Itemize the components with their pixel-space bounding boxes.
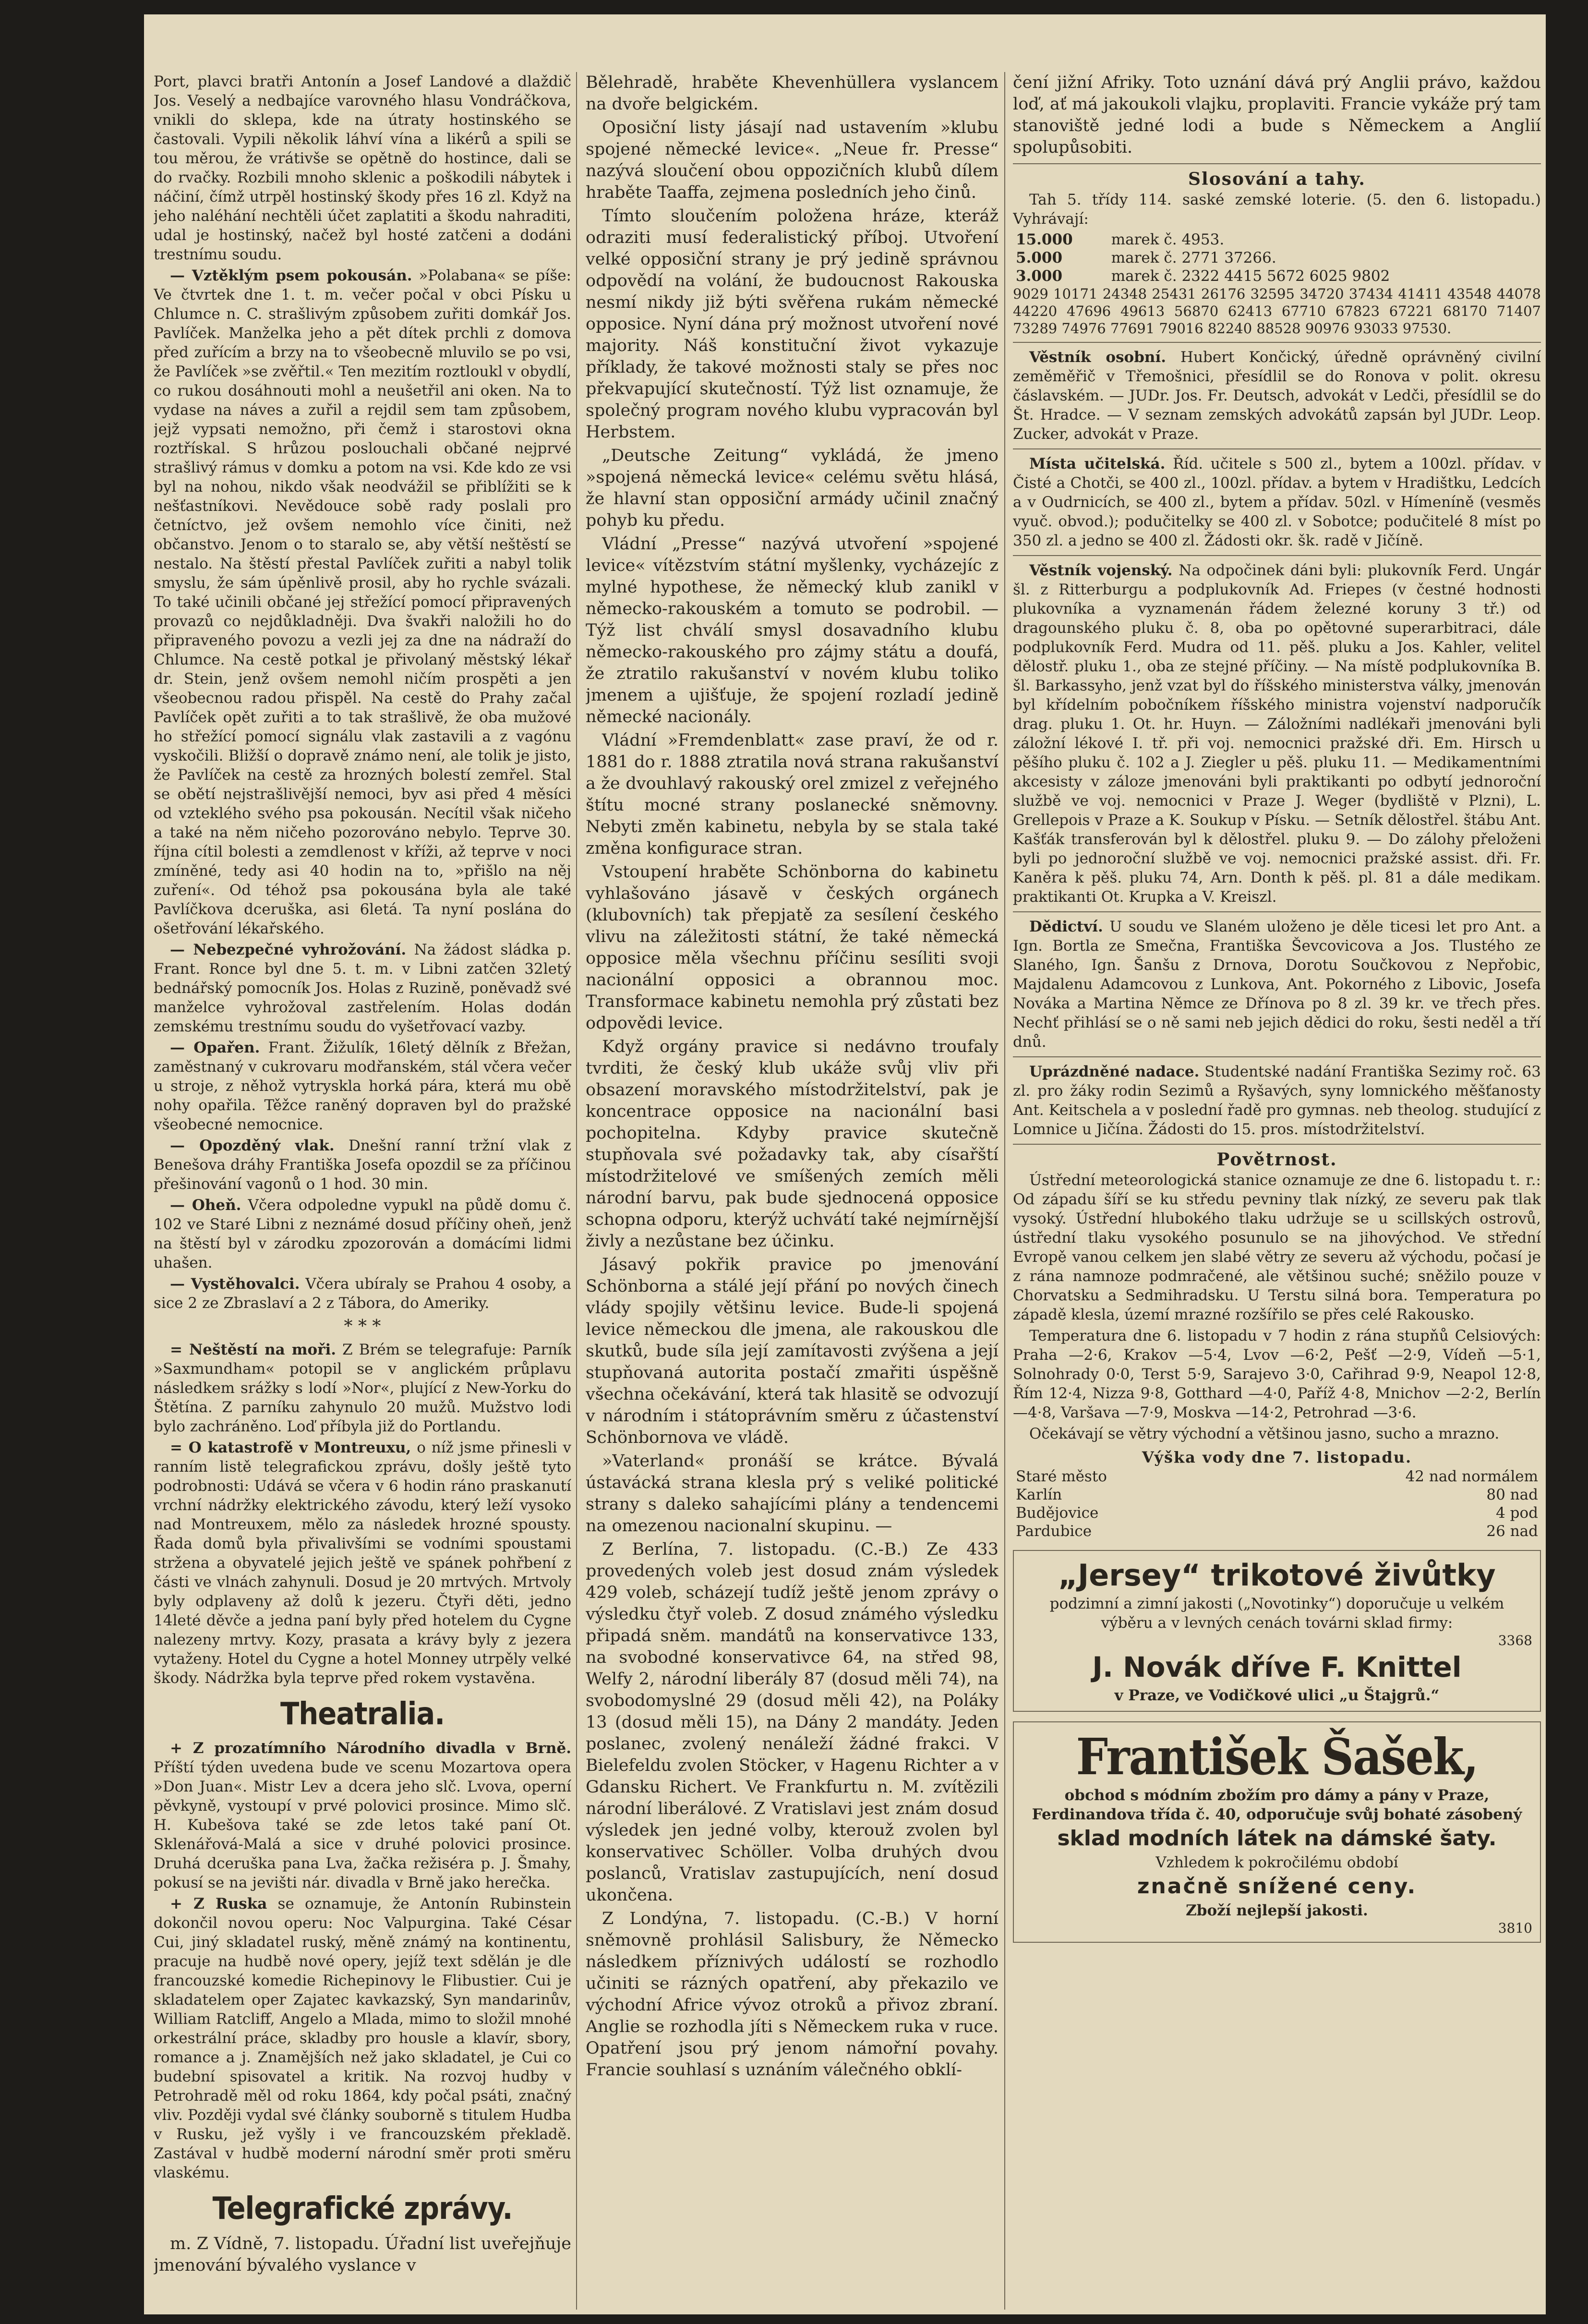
- notice-personal: [1013, 348, 1541, 444]
- article-text: Vládní „Presse“ nazývá utvoření »spojené levice« vítězstvím státní myšlenky, vycházejíc z mylné hypothese, že německý klub zanikl v německo-rakouském a tomuto se podrobil. — Týž list chválí smysl dosavadního klubu německo-rakouského pro zájmy státu a doufá, že ztratilo rakušanství v novém klubu toliko jmenem a ujišťuje, že spojení rozladí jedině německé nacionály.: [586, 534, 999, 726]
- notice-military: [1013, 561, 1541, 907]
- article-heading: + Z prozatímního Národního divadla v Brně.: [170, 1740, 571, 1757]
- water-table: [1013, 1467, 1541, 1540]
- article-russia: [154, 1894, 571, 2182]
- prize-numbers: marek č. 4953.: [1111, 231, 1225, 248]
- article-heading: = Neštěstí na moři.: [170, 1341, 337, 1358]
- divider: [1013, 911, 1541, 912]
- article-heading: — Vztěklým psem pokousán.: [170, 267, 412, 284]
- notice-text: Na odpočinek dáni byli: plukovník Ferd. Ungár šl. z Ritterburgu a podplukovník Ad. Friepes (v čestné hodnosti plukovníka a vyznamenán řádem železné koruny 3 tř.) od dragounského pluku č. 8, oba po opětovné superarbitraci, dále podplukovník Ferd. Mudra od 11. pěš. pluku a Jos. Kahler, velitel dělostř. pluku 1., oba ze stejné příčiny. — Na místě podplukovníka B. šl. Barkassyho, jenž vzat byl do říšského ministerstva války, jmenován byl křídelním pobočníkem říšského ministra vojenství nadporučík drag. pluku 1. Ot. hr. Huyn. — Záložními nadlékaři jmenováni byli záložní lékové I. tř. při voj. nemocnici pražské dři. Em. Hirsch u pěšího pluku č. 102 a J. Ziegler u pěš. pluku 11. — Medikamentními akcesisty v záloze jmenováni byli praktikanti po odbytí jednoroční službě ve voj. nemocnici v Praze J. Weger (bydliště v Plzni), L. Grellepois v Praze a K. Soukup v Písku. — Setník dělostřel. štábu Ant. Kašťák transferován byl k dělostřel. pluku 9. — Do zálohy přeloženi byli po jednoroční službě ve voj. nemocnici pražské assist. dři. Fr. Kaněra k pěš. pluku 74, Arn. Donth k pěš. pl. 81 a dále medikam. praktikanti Ot. Krupka a V. Kreiszl.: [1013, 562, 1541, 906]
- prize-numbers: marek č. 2771 37266.: [1111, 249, 1276, 266]
- article-fire: [154, 1196, 571, 1272]
- article-text: »Polabana« se píše: Ve čtvrtek dne 1. t. m. večer počal v obci Písku u Chlumce n. C. strašlivým způsobem zuřiti domkář Jos. Pavlíček. Manželka jeho a pět dítek prchli z domova před zuřícím a brzy na to všeobecně mluvilo se po vsi, že Pavlíček »se zvěřtil.« Ten mezitím roztloukl v obydlí, co rukou dosáhnouti mohl a neušetřil ani oken. Na to vydase na náves a zuřil a rejdil sem tam způsobem, jejž vypsati nemožno, při čemž i starostovi okna roztřískal. S hrůzou poslouchali občané nejprvé strašlivý rámus v domku a potom na vsi. Kde kdo ze vsi byl na nohou, nikdo však neodvážil se přiblížiti se k nešťastníkovi. Nevědouce sobě rady poslali pro četníctvo, jež ovšem nemohlo více činiti, než občanstvo. Jenom o to staralo se, aby větší neštěstí se nestalo. Na štěstí přestal Pavlíček zuřiti a nabyl tolik smyslu, že sám úpěnlivě prosil, aby ho rychle svázali. To také učinili občané jej střežící pomocí připravených provazů co nejdůkladněji. Dva švakři naložili ho do připraveného povozu a vezli jej za dne na nádraží do Chlumce. Na cestě potkal je přivolaný městský lékař dr. Stein, jenž ovšem nemohl ničím prospěti a jen všeobecnou radou přispěl. Na cestě do Prahy začal Pavlíček opět zuřiti a to tak strašlivě, že oba mužové ho střežící pomocí signálu vlak zastavili a z vagónu vyskočili. Bližší o dopravě známo není, ale tolik je jisto, že Pavlíček na cestě za hrozných bolestí zemřel. Stal se obětí nejstrašlivější nemoci, byv asi před 4 měsíci od vzteklého svého psa pokousán. Necítil však ničeho a také na něm ničeho pozorováno nebylo. Teprve 30. října cítil bolesti a zemdlenost v kříži, až teprve v noci zmíněné, tedy asi 40 hodin na to, »přišlo na něj zuření«. Od téhož psa pokousána byla ale také Pavlíčkova dceruška, asi 6letá. Ta nyní poslána do ošetřování lékařského.: [154, 267, 571, 937]
- ad-company-name: J. Novák dříve F. Knittel: [1092, 1651, 1462, 1683]
- article-brno-theatre: [154, 1739, 571, 1892]
- article-scald: [154, 1038, 571, 1134]
- column-3: [1013, 72, 1541, 1952]
- newspaper-page: [144, 14, 1546, 2314]
- table-row: [1013, 1522, 1541, 1540]
- article-vienna: m. Z Vídně, 7. listopadu. Úřadní list uveřejňuje jmenování bývalého vyslance v: [154, 2234, 571, 2275]
- article-text: Bělehradě, hraběte Khevenhüllera vyslancem na dvoře belgickém.: [586, 73, 999, 114]
- ad-text: Zboží nejlepší jakosti.: [1186, 1902, 1368, 1919]
- article-threat: [154, 940, 571, 1036]
- lottery-numbers: 9029 10171 24348 25431 26176 32595 34720 37434 41411 43548 44078 44220 47696 49613 56870 62413 67710 67823 67221 68170 71407 73289 74976 77691 79016 82240 88528 90976 93033 97530.: [1013, 286, 1541, 337]
- article-text: čení jižní Afriky. Toto uznání dává prý Anglii právo, každou loď, ať má jakoukoli vlajku, proplaviti. Francie vykáže prý tam stanoviště jedné lodi a bude s Německem a Anglií spolupůsobiti.: [1013, 73, 1541, 157]
- article-heading: + Z Ruska: [170, 1895, 267, 1912]
- divider: [1013, 448, 1541, 449]
- water-station: Pardubice: [1016, 1523, 1092, 1540]
- article-heading: = O katastrofě v Montreuxu,: [170, 1439, 411, 1456]
- notice-text: Hubert Končický, úředně oprávněný civilní zeměměřič v Třemošnici, přesídlil se do Ronova v polit. okresu čáslavském. — JUDr. Jos. Fr. Deutsch, advokát v Ledči, přesídlil se do Št. Hradce. — V seznam zemských advokátů zapsán byl JUDr. Leop. Zucker, advokát v Praze.: [1013, 349, 1541, 443]
- article-text: Vstoupení hraběte Schönborna do kabinetu vyhlašováno jásavě v českých orgánech (klubovních) tak přepjatě za sesílení českého vlivu na záležitosti státní, že také německá opposice měla všechnu příčinu sesíliti svoji nacionální opposici a obrannou moc. Transformace kabinetu nemohla prý zůstati bez odpovědi levice.: [586, 862, 999, 1033]
- divider: [1013, 342, 1541, 343]
- prize-amount: 5.000: [1016, 249, 1063, 266]
- water-level: 42 nad normálem: [1405, 1468, 1538, 1485]
- water-station: Karlín: [1016, 1486, 1062, 1503]
- notice-text: U soudu ve Slaném uloženo je děle ticesi let pro Ant. a Ign. Bortla ze Smečna, Františka Ševcovicova a Jos. Tlustého ze Slaného, Ign. Šanšu z Drnova, Dorotu Součkovou z Nepřobic, Majdalenu Adamcovou z Lunkova, Ant. Pokorného z Libovic, Josefa Nováka a Martina Němce ze Dřínova po 8 zl. 39 kr. ve třech přes. Nechť přihlásí se o ně sami neb jejich dědici do roku, šesti neděl a tří dnů.: [1013, 918, 1541, 1051]
- notice-text: Říd. učitele s 500 zl., bytem a 100zl. přídav. v Čisté a Chotči, se 400 zl., 100zl. přídav. a bytem v Hradištku, Ledcích a v Oudrnicích, se 400 zl., bytem a přídav. 50zl. v Hímeníně (vesměs vyuč. obvod.); podučitelky se 400 zl. v Sobotce; podučitelé 8 míst po 350 zl. a jedno se 400 zl. Žádosti okr. šk. radě v Jičíně.: [1013, 455, 1541, 549]
- ad-headline: značně snížené ceny.: [1137, 1874, 1417, 1899]
- article-text: Jásavý pokřik pravice po jmenování Schönborna a stálé její přání po nových činech vlády spojily většinu levice. Bude-li spojená levice německou dle jmena, ale rakouskou dle skutků, bude síla její zamítavosti zvýšena a její stupňovaná autorita postačí zmařiti úspěšně všechna očekávání, která tak hlasitě se odvozují v národním i státoprávním směru z účastenství Schönbornova ve vládě.: [586, 1255, 999, 1447]
- article-rabies: [154, 266, 571, 938]
- section-title-theatralia: Theatralia.: [280, 1696, 445, 1732]
- divider: [1013, 1144, 1541, 1145]
- notice-heading: Místa učitelská.: [1029, 455, 1166, 472]
- lottery-table: [1013, 230, 1541, 285]
- column-2: [586, 72, 999, 2083]
- table-row: [1013, 1504, 1541, 1522]
- article-text: Z Brém se telegrafuje: Parník »Saxmundham« potopil se v anglickém průplavu následkem srážky s lodí »Nor«, plující z New-Yorku do Štětína. Z parníku zahynulo 20 mužů. Mužstvo lodi bylo zachráněno. Loď příbyla již do Portlandu.: [154, 1341, 571, 1435]
- article-text: „Deutsche Zeitung“ vykládá, že jmeno »spojená německá levice« celému světu hlásá, že hlavní stan opposiční armády učinil značný pohyb ku předu.: [586, 446, 999, 530]
- article-sea: [154, 1340, 571, 1436]
- article-text: Tímto sloučením položena hráze, kteráž odraziti musí federalistický příboj. Utvoření velké opposiční strany je prý jedině správnou odpovědí na volání, že budoucnost Rakouska nesmí nikdy již býti svěřena rukám německé opposice. Nyní dána prý možnost utvoření nové majority. Náš konstituční život vykazuje příklady, že takové možnosti staly se přes noc překvapující skutečností. Týž list oznamuje, že společný program nového klubu vypracován byl Herbstem.: [586, 206, 999, 442]
- article-text: o níž jsme přinesli v ranním listě telegrafickou zprávu, došly ještě tyto podrobnosti: Udává se včera v 6 hodin ráno praskanutí vrchní nádržky elektrického závodu, který leží vysoko nad Montreuxem, mělo za následek hrozné spousty. Řada domů byla přivalivšími se vodními spoustami stržena a obyvatelé jejich ještě ve spánek pohřbení z části ve vlnách zahynuli. Dosud je 20 mrtvých. Mrtvoly byly odplaveny až dolů k jezeru. Čtyři děti, jedno 14leté děvče a jedna paní byly před hotelem du Cygne nalezeny mrtvy. Kozy, prasata a krávy byly z jezera vytaženy. Hotel du Cygne a hotel Monney utrpěly velké škody. Nádržka byla teprve před rokem vystavěna.: [154, 1439, 571, 1687]
- advertisement-jersey: [1013, 1550, 1541, 1712]
- article-text: Frant. Žižulík, 16letý dělník z Břežan, zaměstnaný v cukrovaru modřanském, stál včera večer u stroje, z něhož vytryskla horká pára, která mu obě nohy opařila. Těžce raněný dopraven byl do pražské všeobecné nemocnice.: [154, 1039, 571, 1133]
- article-text: Na žádost sládka p. Frant. Ronce byl dne 5. t. m. v Libni zatčen 32letý bednářský pomocník Jos. Holas z Ruzině, poněvadž své manželce vyhrožoval zastřelením. Holas dodán zemskému trestnímu soudu do vyšetřovací vazby.: [154, 941, 571, 1035]
- water-station: Staré město: [1016, 1468, 1107, 1485]
- article-text: Včera ubíraly se Prahou 4 osoby, a sice 2 ze Zbraslaví a 2 z Tábora, do Ameriky.: [154, 1275, 571, 1312]
- water-title: Výška vody dne 7. listopadu.: [1142, 1448, 1412, 1466]
- weather-title: Povětrnost.: [1216, 1150, 1337, 1170]
- article-text: Když orgány pravice si nedávno troufaly tvrditi, že český klub ukáže svůj vliv při obsazení moravského místodržitelství, pak je koncentrace opposice na nacionální basi pochopitelna. Kdyby pravice skutečně stupňovala své požadavky tak, aby císařští místodržitelové ve smíšených zemích měli národní barvu, pak bude sjednocená opposice schopna odporu, kterýž uchvátí také nejmírnější živly a nezůstane bez účinku.: [586, 1037, 999, 1251]
- article-heading: — Vystěhovalci.: [170, 1275, 300, 1293]
- article-heading: — Nebezpečné vyhrožování.: [170, 941, 407, 958]
- weather-text: Ústřední meteorologická stanice oznamuje ze dne 6. listopadu t. r.: Od západu šíří se ku středu pevniny tlak nízký, ze severu pak tlak vysoký. Ústřední hlubokého tlaku udržuje se u scillských ostrovů, ústřední tlaku vysokého posunulo se na jihovýchod. Ve střední Evropě vanou celkem jen slabé větry ze severu až východu, počasí je z rána namnoze podmračené, ale většinou suché; sněžilo pouze v Chorvatsku a Sedmihradsku. U Terstu silná bora. Temperatura po západě klesla, území mrazné rozšířilo se přes celé Rakousko.: [1013, 1172, 1541, 1323]
- water-level: 80 nad: [1486, 1486, 1538, 1503]
- article-text: Vládní »Fremdenblatt« zase praví, že od r. 1881 do r. 1888 ztratila nová strana rakušanství a že dvouhlavý rakouský orel zmizel z veřejného štítu mocné strany poslanecké sněmovny. Nebyti změn kabinetu, nebyla by se stala také změna konfigurace stran.: [586, 731, 999, 858]
- weather-temperatures: Temperatura dne 6. listopadu v 7 hodin z rána stupňů Celsiových: Praha —2·6, Krakov —5·4, Lvov —6·2, Pešť —2·9, Vídeň —5·1, Solnohrady 0·0, Terst 5·9, Sarajevo 3·0, Cařihrad 9·9, Neapol 12·8, Řím 12·4, Nizza 9·8, Gotthard —4·0, Paříž 4·8, Mnichov —2·2, Berlín —4·8, Varšava —7·9, Moskva —14·2, Petrohrad —3·6.: [1013, 1327, 1541, 1421]
- divider: [1013, 163, 1541, 164]
- article-text: se oznamuje, že Antonín Rubinstein dokončil novou operu: Noc Valpurgina. Také César Cui, jiný skladatel ruský, měně známý na kontinentu, pracuje na hudbě nové opery, jejíž text sdělán je dle francouzské komedie Richepinovy le Flibustier. Cui je skladatelem oper Zajatec kavkazský, Syn mandarinův, William Ratcliff, Angelo a Mlada, mimo to složil mnohé orkestrální práce, skladby pro housle a klavír, sbory, romance a j. Znamějších než jako skladatel, je Cui co budební spisovatel a kritik. Na rozvoj hudby v Petrohradě měl od roku 1864, kdy počal psáti, značný vliv. Později vydal své články souborně s titulem Hudba v Rusku, jež vyšly i ve francouzském překladě. Zastával v hudbě moderní národní směr proti směru vlaskému.: [154, 1895, 571, 2181]
- notice-teaching: [1013, 454, 1541, 550]
- article-text: Port, plavci bratři Antonín a Josef Landové a dlaždič Jos. Veselý a nedbajíce varovného hlasu Vondráčkova, vnikli do sklepa, kde na útraty hostinského se častovali. Vypili několik láhví vína a likérů a spili se tou měrou, že vrátivše se opětně do hostince, dali se do rvačky. Rozbili mnoho sklenic a poškodili nábytek i náčiní, čímž utrpěl hostinský škody přes 16 zl. Když na jeho naléhání nechtěli účet zaplatiti a škodu nahraditi, udal je hostinský, načež byl hosté zatčeni a dodáni trestnímu soudu.: [154, 73, 571, 263]
- article-train: [154, 1136, 571, 1194]
- article-london: Z Londýna, 7. listopadu. (C.-B.) V horní sněmovně prohlásil Salisbury, že Německo následkem příznivých událostí se rozhodlo učiniti se rázných opatření, aby překazilo ve východní Africe vývoz otroků a přivoz zbraní. Anglie se rozhodla jíti s Německem ruka v ruce. Opatření jsou prý jenom námořní povahy. Francie souhlasí s uznáním válečného obklí-: [586, 1909, 999, 2080]
- ad-title: František Šašek,: [1076, 1727, 1478, 1786]
- column-1: [154, 72, 571, 2278]
- weather-forecast: Očekávají se větry východní a většinou jasno, sucho a mrazno.: [1029, 1425, 1500, 1442]
- prize-numbers: marek č. 2322 4415 5672 6025 9802: [1111, 267, 1390, 285]
- article-heading: — Opozděný vlak.: [170, 1137, 335, 1154]
- article-text: Příští týden uvedena bude ve scenu Mozartova opera »Don Juan«. Mistr Lev a dcera jeho slč. Lvova, operní pěvkyně, vystoupí v prvé polovici prosince. Mimo slč. H. Kubešova také se zde letos také paní Ot. Sklenářová-Malá a sice v druhé polovici prosince. Druhá dceruška pana Lva, žačka režiséra p. J. Šmahy, pokusí se na jevišti nár. divadla v Brně jako herečka.: [154, 1759, 571, 1891]
- water-station: Budějovice: [1016, 1504, 1099, 1522]
- separator-stars: * * *: [344, 1317, 381, 1336]
- notice-foundations: [1013, 1062, 1541, 1139]
- article-montreux: [154, 1438, 571, 1688]
- column-rule: [576, 72, 577, 2310]
- table-row: [1013, 1467, 1541, 1486]
- table-row: [1013, 267, 1541, 285]
- notice-text: Studentské nadání Františka Sezimy roč. 63 zl. pro žáky rodin Sezimů a Ryšavých, syny lomnického měšťanosty Ant. Keitschela a v poslední řadě pro gymnas. neb theolog. studující z Lomnice u Jičína. Žádosti do 15. pros. místodržitelství.: [1013, 1063, 1541, 1138]
- article-text: Oposiční listy jásají nad ustavením »klubu spojené německé levice«. „Neue fr. Presse“ nazývá sloučení obou oppozičních klubů dílem hraběte Taaffa, zejmena posledních jeho činů.: [586, 118, 999, 202]
- article-heading: — Opařen.: [170, 1039, 260, 1056]
- ad-number: 3368: [1498, 1633, 1532, 1648]
- notice-heading: Věstník vojenský.: [1029, 562, 1173, 579]
- lottery-title: Slosování a tahy.: [1188, 169, 1366, 189]
- ad-headline: sklad modních látek na dámské šaty.: [1057, 1826, 1497, 1851]
- prize-amount: 15.000: [1016, 231, 1073, 248]
- ad-text: obchod s módním zbožím pro dámy a pány v Praze, Ferdinandova třída č. 40, odporučuje svůj bohaté zásobený: [1032, 1787, 1522, 1823]
- ad-address: v Praze, ve Vodičkové ulici „u Štajgrů.“: [1114, 1687, 1440, 1704]
- article-text: Dnešní ranní tržní vlak z Benešova dráhy Františka Josefa opozdil se za příčinou přešinování vagonů o 1 hod. 30 min.: [154, 1137, 571, 1193]
- water-level: 26 nad: [1486, 1523, 1538, 1540]
- advertisement-sasek: [1013, 1721, 1541, 1943]
- article-berlin: Z Berlína, 7. listopadu. (C.-B.) Ze 433 provedených voleb jest dosud znám výsledek 429 voleb, scházejí tudíž ještě jenom zprávy o výsledku čtyř voleb. Z dosud známého výsledku připadá sněm. mandátů na konservativce 133, na svobodné konservativce 64, na střed 98, Welfy 2, národní liberály 87 (dosud měli 74), na svobodomyslné 29 (dosud měli 42), na Poláky 13 (dosud měli 15), na Dány 2 mandáty. Jeden poslanec, zvolený nenáleží žádné frakci. V Bielefeldu zvolen Stöcker, v Hagenu Richter a v Gdansku Richert. Ve Frankfurtu n. M. zvítězili národní liberálové. Z Vratislavi jest znám dosud výsledek jen jedné volby, kterouž zvolen byl konservativec Schöller. Volba druhých dvou poslanců, Vratislav zastupujících, není dosud ukončena.: [586, 1540, 999, 1905]
- table-row: [1013, 230, 1541, 249]
- table-row: [1013, 1486, 1541, 1504]
- prize-amount: 3.000: [1016, 267, 1063, 285]
- article-text: »Vaterland« pronáší se krátce. Bývalá ústavácká strana klesla prý s veliké politické strany s daleko sahajícími plány a tendencemi na omezenou nacionalní skupinu. —: [586, 1452, 999, 1536]
- article-emigrants: [154, 1274, 571, 1313]
- notice-inheritance: [1013, 917, 1541, 1052]
- section-title-telegrams: Telegrafické zprávy.: [212, 2191, 513, 2227]
- ad-title: „Jersey“ trikotové živůtky: [1058, 1558, 1496, 1593]
- water-level: 4 pod: [1496, 1504, 1538, 1522]
- article-text: Včera odpoledne vypukl na půdě domu č. 102 ve Staré Libni z neznámé dosud příčiny oheň, jenž na štěstí byl v zárodku zpozorován a domácími lidmi uhašen.: [154, 1197, 571, 1271]
- article-heading: — Oheň.: [170, 1197, 241, 1214]
- ad-text: podzimní a zimní jakosti („Novotinky“) doporučuje u velkém výběru a v levných cenách továrni sklad firmy:: [1049, 1595, 1504, 1632]
- divider: [1013, 1056, 1541, 1057]
- notice-heading: Věstník osobní.: [1029, 349, 1167, 366]
- notice-heading: Uprázdněné nadace.: [1029, 1063, 1200, 1080]
- column-rule: [1004, 72, 1005, 2310]
- ad-text: Vzhledem k pokročilému období: [1155, 1854, 1398, 1871]
- notice-heading: Dědictví.: [1029, 918, 1103, 935]
- lottery-subtitle: Tah 5. třídy 114. saské zemské loterie. (5. den 6. listopadu.) Vyhrávají:: [1013, 191, 1541, 228]
- table-row: [1013, 249, 1541, 267]
- ad-number: 3810: [1498, 1920, 1532, 1936]
- divider: [1013, 555, 1541, 556]
